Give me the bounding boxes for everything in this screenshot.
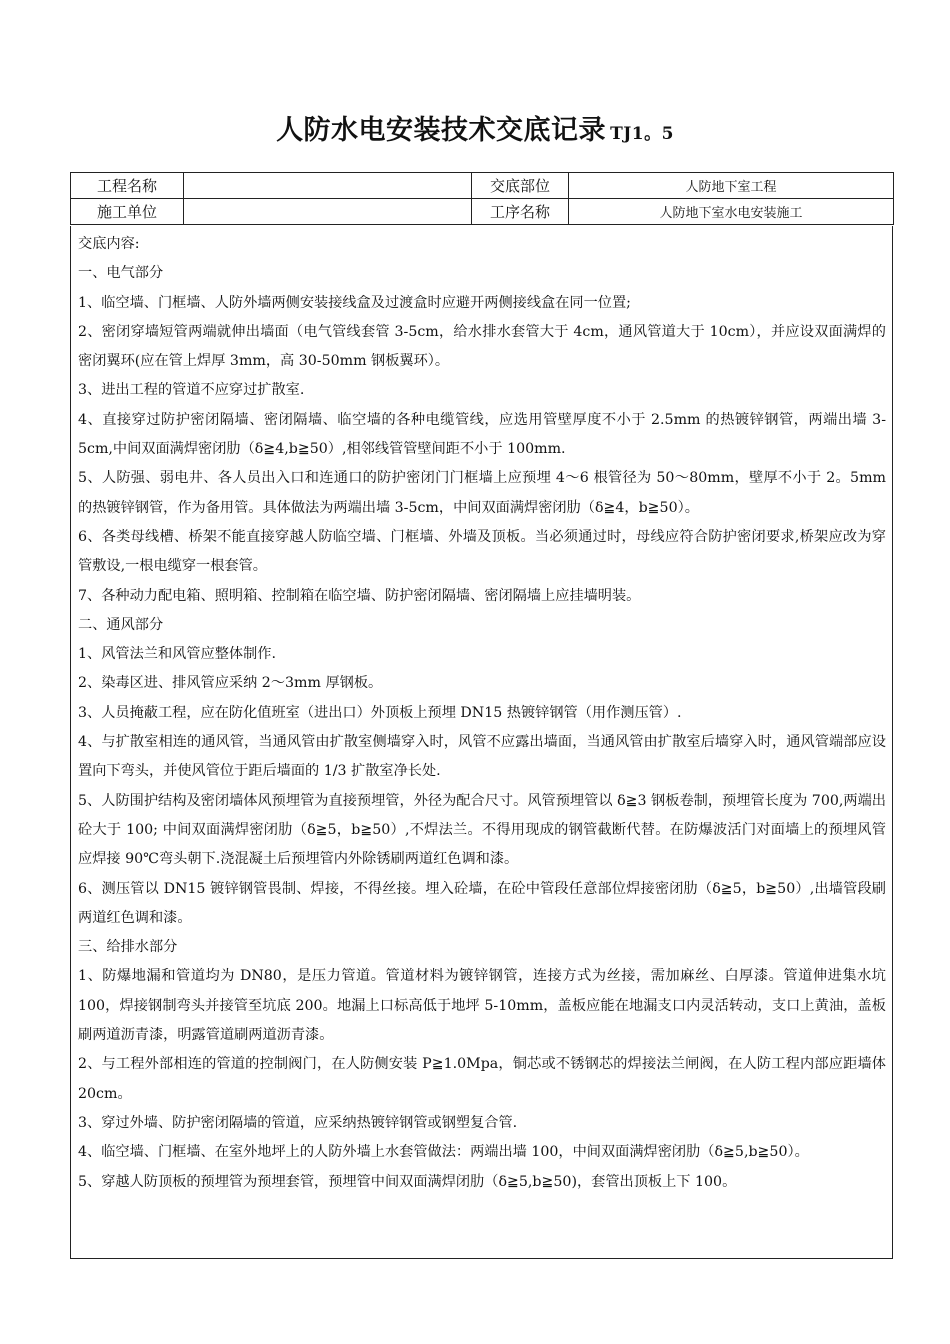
content-item: 1、风管法兰和风管应整体制作. bbox=[78, 646, 276, 663]
content-item: 4、与扩散室相连的通风管，当通风管由扩散室侧墙穿入时，风管不应露出墙面，当通风管由扩散室后墙穿入时，通风管端部应设置向下弯头，并使风管位于距后墙面的 1/3 扩散室净长处. bbox=[78, 734, 886, 780]
content-item: 5、人防强、弱电井、各人员出入口和连通口的防护密闭门门框墙上应预埋 4～6 根管径为 50～80mm，壁厚不小于 2。5mm 的热镀锌钢管，作为备用管。具体做法为两端出墙 3-5cm，中间双面满焊密闭肋（δ≧4，b≧50）。 bbox=[78, 470, 886, 516]
project-name-label: 工程名称 bbox=[71, 173, 184, 199]
content-item: 3、人员掩蔽工程，应在防化值班室（进出口）外顶板上预埋 DN15 热镀锌钢管（用作测压管）. bbox=[78, 704, 682, 721]
content-item: 1、防爆地漏和管道均为 DN80，是压力管道。管道材料为镀锌钢管，连接方式为丝接，需加麻丝、白厚漆。管道伸进集水坑 100，焊接钢制弯头并接管至坑底 200。地漏上口标高低于地坪 5-10mm，盖板应能在地漏支口内灵活转动，支口上黄油，盖板刷两道沥青漆，明露管道刷两道沥青漆。 bbox=[78, 968, 886, 1044]
unit-value bbox=[184, 199, 472, 225]
header-table bbox=[70, 172, 894, 225]
content-item: 6、测压管以 DN15 镀锌钢管畏制、焊接，不得丝接。埋入砼墙，在砼中管段任意部位焊接密闭肋（δ≧5，b≧50）,出墙管段刷两道红色调和漆。 bbox=[78, 880, 886, 926]
part-label: 交底部位 bbox=[472, 173, 569, 199]
content-heading: 交底内容: bbox=[78, 236, 140, 252]
content-item: 6、各类母线槽、桥架不能直接穿越人防临空墙、门框墙、外墙及顶板。当必须通过时，母线应符合防护密闭要求,桥架应改为穿管敷设,一根电缆穿一根套管。 bbox=[78, 528, 886, 575]
title-main: 人防水电安装技术交底记录 bbox=[276, 115, 607, 146]
process-value: 人防地下室水电安装施工 bbox=[569, 199, 894, 225]
content-item: 3、进出工程的管道不应穿过扩散室. bbox=[78, 382, 305, 399]
content-text bbox=[78, 230, 886, 1197]
content-item: 4、临空墙、门框墙、在室外地坪上的人防外墙上水套管做法：两端出墙 100，中间双面满焊密闭肋（δ≧5,b≧50）。 bbox=[78, 1144, 809, 1161]
section-heading-ventilation: 二、通风部分 bbox=[78, 616, 164, 633]
content-item: 2、密闭穿墙短管两端就伸出墙面（电气管线套管 3-5cm，给水排水套管大于 4cm，通风管道大于 10cm），并应设双面满焊的密闭翼环(应在管上焊厚 3mm，高 30-50mm 钢板翼环）。 bbox=[78, 323, 886, 370]
document-title bbox=[0, 108, 950, 147]
content-item: 7、各种动力配电箱、照明箱、控制箱在临空墙、防护密闭隔墙、密闭隔墙上应挂墙明装。 bbox=[78, 587, 641, 604]
part-value: 人防地下室工程 bbox=[569, 173, 894, 199]
content-item: 5、穿越人防顶板的预埋管为预埋套管，预埋管中间双面满焊闭肋（δ≧5,b≧50)，套管出顶板上下 100。 bbox=[78, 1173, 737, 1190]
process-label: 工序名称 bbox=[472, 199, 569, 225]
content-item: 2、与工程外部相连的管道的控制阀门，在人防侧安装 P≧1.0Mpa，铜芯或不锈钢芯的焊接法兰闸阀，在人防工程内部应距墙体 20cm。 bbox=[78, 1056, 886, 1102]
content-item: 2、染毒区进、排风管应采纳 2～3mm 厚钢板。 bbox=[78, 675, 383, 692]
content-item: 5、人防围护结构及密闭墙体风预埋管为直接预埋管，外径为配合尺寸。风管预埋管以 δ≧3 钢板卷制，预埋管长度为 700,两端出砼大于 100; 中间双面满焊密闭肋（δ≧5，b≧50）,不焊法兰。不得用现成的钢管截断代替。在防爆波活门对面墙上的预埋风管应焊接 90℃弯头朝下.浇混凝土后预埋管内外除锈刷两道红色调和漆。 bbox=[78, 792, 886, 868]
project-name-value bbox=[184, 173, 472, 199]
unit-label: 施工单位 bbox=[71, 199, 184, 225]
content-item: 3、穿过外墙、防护密闭隔墙的管道，应采纳热镀锌钢管或钢塑复合管. bbox=[78, 1114, 518, 1131]
section-heading-plumbing: 三、给排水部分 bbox=[78, 939, 178, 956]
content-item: 4、直接穿过防护密闭隔墙、密闭隔墙、临空墙的各种电缆管线，应选用管壁厚度不小于 2.5mm 的热镀锌钢管，两端出墙 3-5cm,中间双面满焊密闭肋（δ≧4,b≧50）,相邻线管管壁间距不小于 100mm. bbox=[78, 411, 886, 458]
title-code: TJ1。5 bbox=[610, 124, 674, 144]
section-heading-electrical: 一、电气部分 bbox=[78, 265, 164, 282]
content-item: 1、临空墙、门框墙、人防外墙两侧安装接线盒及过渡盒时应避开两侧接线盒在同一位置; bbox=[78, 294, 631, 311]
header-row-1 bbox=[71, 173, 894, 199]
header-row-2 bbox=[71, 199, 894, 225]
